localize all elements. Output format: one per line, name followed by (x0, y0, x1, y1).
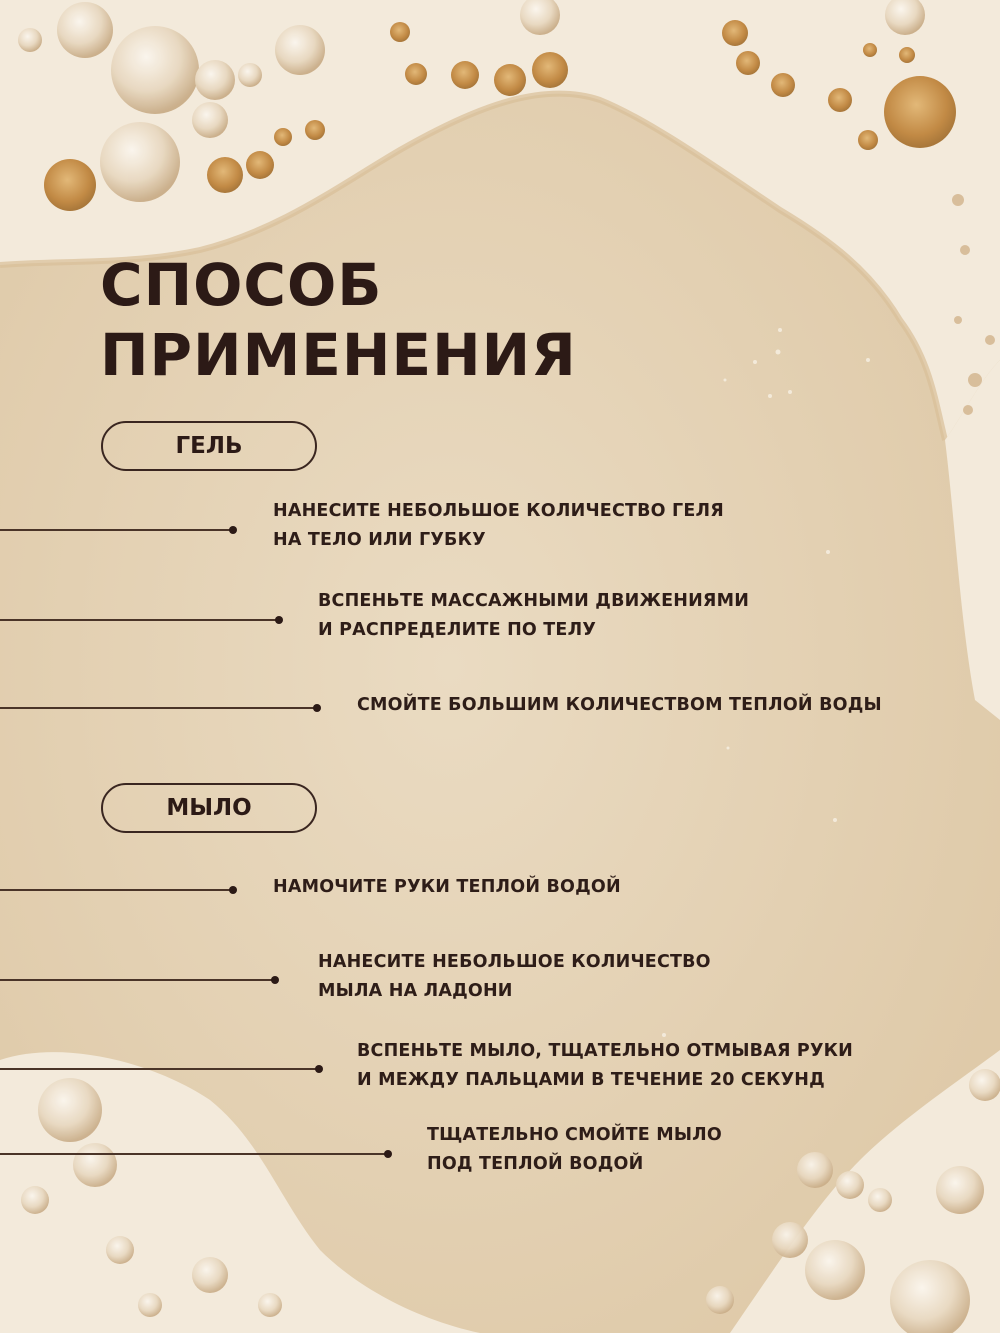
bullet-dot-icon (384, 1150, 392, 1158)
bullet-dot-icon (229, 886, 237, 894)
step-text-line-1: ВСПЕНЬТЕ МАССАЖНЫМИ ДВИЖЕНИЯМИ (318, 591, 750, 611)
step-connector-line (0, 1153, 388, 1155)
bullet-dot-icon (275, 616, 283, 624)
step-text-line-2: И РАСПРЕДЕЛИТЕ ПО ТЕЛУ (318, 620, 597, 640)
step-text-line-1: ВСПЕНЬТЕ МЫЛО, ТЩАТЕЛЬНО ОТМЫВАЯ РУКИ (357, 1041, 853, 1061)
bullet-dot-icon (229, 526, 237, 534)
title-line-2: ПРИМЕНЕНИЯ (100, 321, 577, 389)
step-connector-line (0, 529, 232, 531)
section-label-gel: ГЕЛЬ (101, 421, 317, 471)
section-label-soap: МЫЛО (101, 783, 317, 833)
bullet-dot-icon (313, 704, 321, 712)
step-text-line-1: СМОЙТЕ БОЛЬШИМ КОЛИЧЕСТВОМ ТЕПЛОЙ ВОДЫ (357, 695, 882, 715)
step-connector-line (0, 979, 274, 981)
step-connector-line (0, 707, 316, 709)
step-text-line-1: НАНЕСИТЕ НЕБОЛЬШОЕ КОЛИЧЕСТВО (318, 952, 711, 972)
step-text-line-1: НАНЕСИТЕ НЕБОЛЬШОЕ КОЛИЧЕСТВО ГЕЛЯ (273, 501, 724, 521)
step-text-line-2: ПОД ТЕПЛОЙ ВОДОЙ (427, 1154, 644, 1174)
bullet-dot-icon (315, 1065, 323, 1073)
title-line-1: СПОСОБ (100, 251, 383, 319)
step-connector-line (0, 619, 278, 621)
page-title (100, 250, 577, 390)
step-text-line-2: И МЕЖДУ ПАЛЬЦАМИ В ТЕЧЕНИЕ 20 СЕКУНД (357, 1070, 825, 1090)
step-text-line-1: ТЩАТЕЛЬНО СМОЙТЕ МЫЛО (427, 1125, 722, 1145)
step-text-line-2: МЫЛА НА ЛАДОНИ (318, 981, 513, 1001)
bullet-dot-icon (271, 976, 279, 984)
step-text-line-2: НА ТЕЛО ИЛИ ГУБКУ (273, 530, 486, 550)
step-connector-line (0, 889, 232, 891)
step-connector-line (0, 1068, 318, 1070)
step-text-line-1: НАМОЧИТЕ РУКИ ТЕПЛОЙ ВОДОЙ (273, 877, 621, 897)
